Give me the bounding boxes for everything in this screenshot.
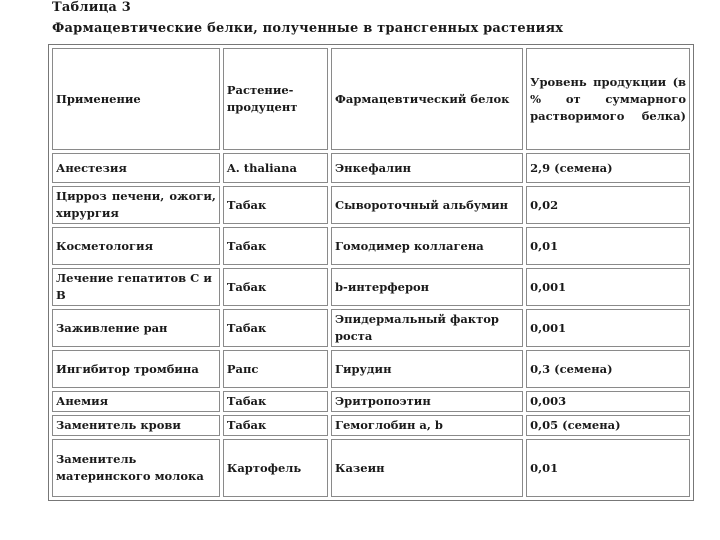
table-row [52, 309, 690, 347]
pharmaceutical-proteins-table [48, 44, 694, 501]
table-row [52, 186, 690, 224]
cell-plant: Картофель [223, 439, 328, 497]
cell-plant: Рапс [223, 350, 328, 388]
cell-plant: Табак [223, 309, 328, 347]
cell-application: Анестезия [52, 153, 220, 183]
cell-protein: Эпидермальный фактор роста [331, 309, 523, 347]
cell-plant: Табак [223, 227, 328, 265]
table-row [52, 415, 690, 436]
table-title-caption: Фармацевтические белки, полученные в трансгенных растениях [52, 21, 564, 36]
table-row [52, 227, 690, 265]
cell-protein: Энкефалин [331, 153, 523, 183]
cell-protein: Гемоглобин a, b [331, 415, 523, 436]
table-number-caption: Таблица 3 [52, 0, 131, 15]
cell-application: Заживление ран [52, 309, 220, 347]
table-row [52, 153, 690, 183]
cell-protein: Эритропоэтин [331, 391, 523, 412]
cell-application: Заменитель крови [52, 415, 220, 436]
table-header-row [52, 48, 690, 150]
header-production-level: Уровень продукции (в % от суммарного растворимого белка) [526, 48, 690, 150]
cell-application: Цирроз печени, ожоги, хирургия [52, 186, 220, 224]
cell-level: 0,003 [526, 391, 690, 412]
cell-application: Косметология [52, 227, 220, 265]
cell-protein: Гомодимер коллагена [331, 227, 523, 265]
cell-application: Анемия [52, 391, 220, 412]
cell-plant: Табак [223, 186, 328, 224]
table-row [52, 439, 690, 497]
cell-plant: Табак [223, 391, 328, 412]
cell-application: Ингибитор тромбина [52, 350, 220, 388]
cell-level: 0,05 (семена) [526, 415, 690, 436]
table-row [52, 391, 690, 412]
header-pharma-protein: Фармацевтический белок [331, 48, 523, 150]
cell-application: Лечение гепатитов С и В [52, 268, 220, 306]
cell-level: 0,001 [526, 268, 690, 306]
cell-level: 0,001 [526, 309, 690, 347]
table-row [52, 268, 690, 306]
header-producer-plant: Растение-продуцент [223, 48, 328, 150]
cell-level: 0,01 [526, 439, 690, 497]
table-row [52, 350, 690, 388]
header-application: Применение [52, 48, 220, 150]
cell-protein: Казеин [331, 439, 523, 497]
cell-level: 0,01 [526, 227, 690, 265]
cell-application: Заменитель материнского молока [52, 439, 220, 497]
cell-level: 0,3 (семена) [526, 350, 690, 388]
cell-protein: Сывороточный альбумин [331, 186, 523, 224]
cell-protein: b-интерферон [331, 268, 523, 306]
cell-plant: A. thaliana [223, 153, 328, 183]
cell-plant: Табак [223, 415, 328, 436]
cell-level: 0,02 [526, 186, 690, 224]
cell-level: 2,9 (семена) [526, 153, 690, 183]
cell-protein: Гирудин [331, 350, 523, 388]
cell-plant: Табак [223, 268, 328, 306]
